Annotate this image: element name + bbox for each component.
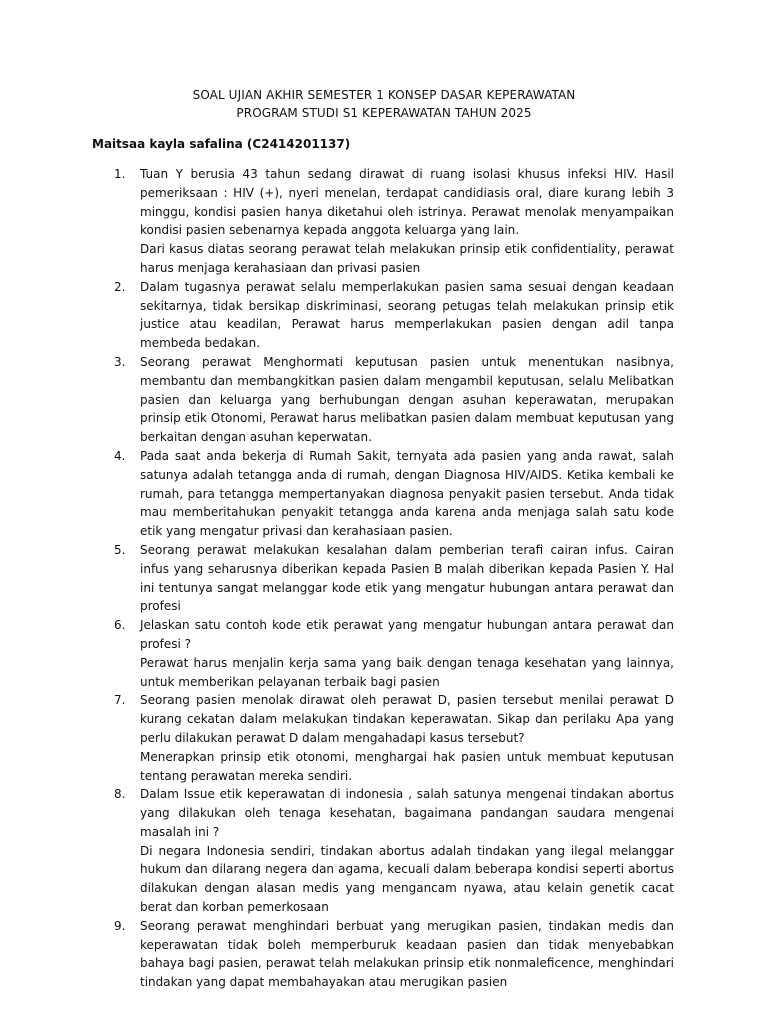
item-question: Dalam Issue etik keperawatan di indonesia , salah satunya mengenai tindakan abortus yang dilakukan oleh tenaga kesehatan, bagaimana pandangan saudara mengenai masalah ini ? [140,787,674,839]
item-number: 3. [114,354,126,369]
item-answer: Dari kasus diatas seorang perawat telah melakukan prinsip etik confidentiality, perawat harus menjaga kerahasiaan dan privasi pasien [140,242,674,275]
item-number: 2. [114,279,126,294]
list-item [92,541,674,616]
item-answer: Menerapkan prinsip etik otonomi, menghargai hak pasien untuk membuat keputusan tentang perawatan mereka sendiri. [140,749,674,783]
item-question: Pada saat anda bekerja di Rumah Sakit, ternyata ada pasien yang anda rawat, salah satunya adalah tetangga anda di rumah, dengan Diagnosa HIV/AIDS. Ketika kembali ke rumah, para tetangga mempertanyakan diagnosa penyakit pasien tersebut. Anda tidak mau memberitahukan penyakit tetangga anda karena anda menjaga salah satu kode etik yang mengatur privasi dan kerahasiaan pasien. [140,448,674,539]
item-answer: Di negara Indonesia sendiri, tindakan abortus adalah tindakan yang ilegal melanggar hukum dan dilarang negera dan agama, kecuali dalam beberapa kondisi seperti abortus dilakukan dengan alasan medis yang mengancam nyawa, atau kelain genetik cacat berat dan korban pemerkosaan [140,843,674,915]
author-name: Maitsaa kayla safalina (C2414201137) [92,137,351,151]
item-number: 5. [114,542,126,557]
item-question: Seorang perawat melakukan kesalahan dalam pemberian terafi cairan infus. Cairan infus yang seharusnya diberikan kepada Pasien B malah diberikan kepada Pasien Y. Hal ini tentunya sangat melanggar kode etik yang mengatur hubungan antara perawat dan profesi [140,542,674,614]
item-number: 7. [114,693,126,708]
item-question: Dalam tugasnya perawat selalu memperlakukan pasien sama sesuai dengan keadaan sekitarnya, tidak bersikap diskriminasi, seorang petugas telah melakukan prinsip etik justice atau keadilan, Perawat harus memperlakukan pasien dengan adil tanpa membeda bedakan. [140,279,674,351]
list-item [92,917,674,992]
list-item [92,165,674,278]
item-question: Seorang perawat menghindari berbuat yang merugikan pasien, tindakan medis dan keperawatan tidak boleh memperburuk keadaan pasien dan tidak menyebabkan bahaya bagi pasien, perawat telah melakukan prinsip etik nonmaleficence, menghindari tindakan yang dapat membahayakan atau merugikan pasien [140,918,674,990]
list-item [92,353,674,447]
item-question: Tuan Y berusia 43 tahun sedang dirawat di ruang isolasi khusus infeksi HIV. Hasil pemeriksaan : HIV (+), nyeri menelan, terdapat candidiasis oral, diare kurang lebih 3 minggu, kondisi pasien hanya diketahui oleh istrinya. Perawat menolak menyampaikan kondisi pasien sebenarnya kepada anggota keluarga yang lain. [140,167,674,238]
item-number: 1. [114,167,126,181]
document-title-line1: SOAL UJIAN AKHIR SEMESTER 1 KONSEP DASAR KEPERAWATAN [192,88,576,102]
document-title-line2: PROGRAM STUDI S1 KEPERAWATAN TAHUN 2025 [236,106,532,120]
item-answer: Perawat harus menjalin kerja sama yang baik dengan tenaga kesehatan yang lainnya, untuk memberikan pelayanan terbaik bagi pasien [140,655,674,689]
item-number: 9. [114,918,126,933]
item-question: Seorang perawat Menghormati keputusan pasien untuk menentukan nasibnya, membantu dan membangkitkan pasien dalam mengambil keputusan, selalu Melibatkan pasien dan keluarga yang berhubungan dengan asuhan keperawatan, merupakan prinsip etik Otonomi, Perawat harus melibatkan pasien dalam membuat keputusan yang berkaitan dengan asuhan keperwatan. [140,354,674,445]
item-question: Jelaskan satu contoh kode etik perawat yang mengatur hubungan antara perawat dan profesi ? [140,618,674,651]
list-item [92,447,674,541]
item-number: 6. [114,618,126,633]
list-item [92,691,674,785]
item-question: Seorang pasien menolak dirawat oleh perawat D, pasien tersebut menilai perawat D kurang cekatan dalam melakukan tindakan keperawatan. Sikap dan perilaku Apa yang perlu dilakukan perawat D dalam mengahadapi kasus tersebut? [140,693,674,745]
item-number: 4. [114,448,126,463]
item-number: 8. [114,787,126,802]
question-list [92,165,674,992]
list-item [92,785,674,917]
list-item [92,278,674,353]
list-item [92,616,674,691]
